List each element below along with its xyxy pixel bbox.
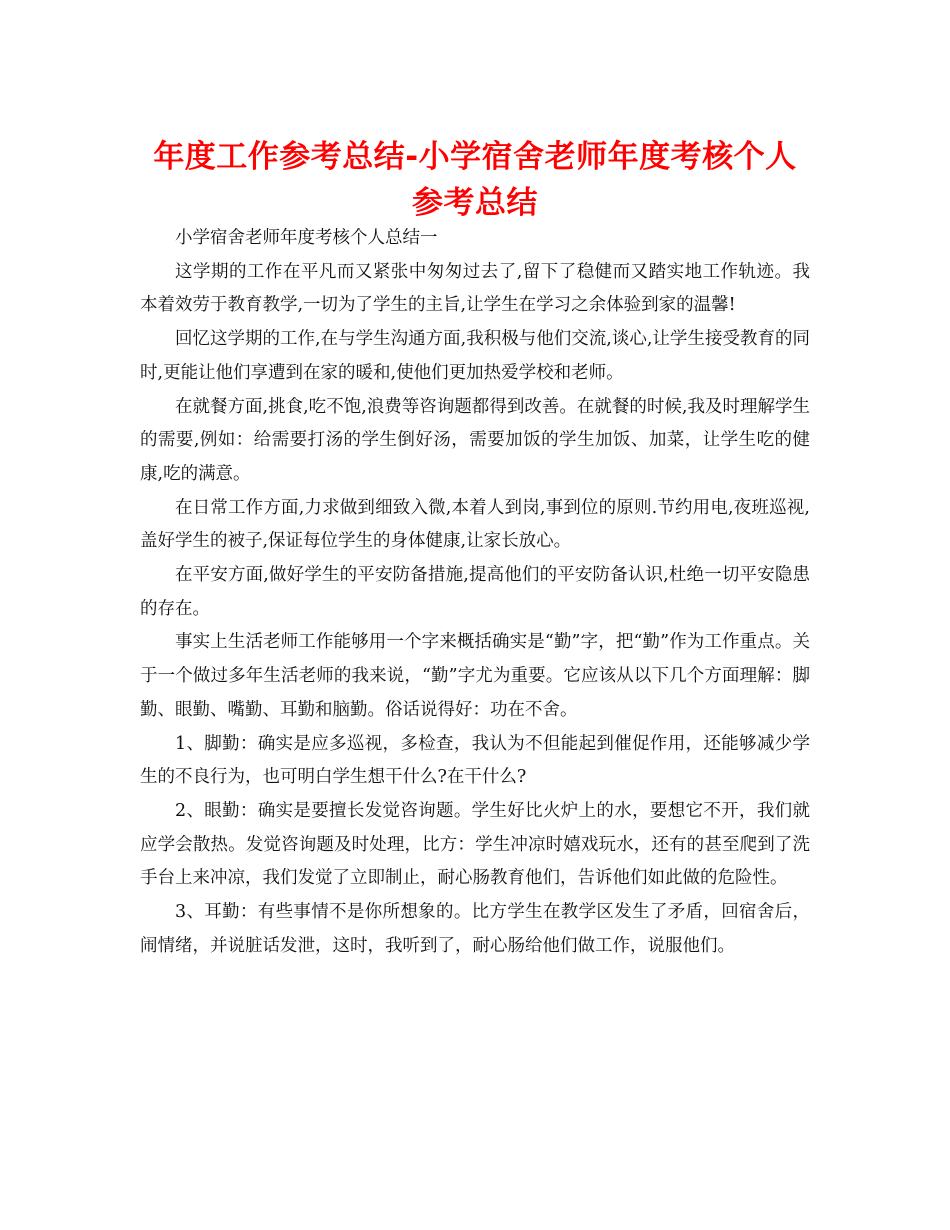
body-paragraph: 在平安方面,做好学生的平安防备措施,提高他们的平安防备认识,杜绝一切平安隐患的存在。 [140, 565, 810, 619]
document-body [140, 222, 810, 963]
body-paragraph: 事实上生活老师工作能够用一个字来概括确实是“勤”字，把“勤”作为工作重点。关于一个做过多年生活老师的我来说，“勤”字尤为重要。它应该从以下几个方面理解：脚勤、眼勤、嘴勤、耳勤和脑勤。俗话说得好：功在不舍。 [140, 632, 810, 720]
body-paragraph: 这学期的工作在平凡而又紧张中匆匆过去了,留下了稳健而又踏实地工作轨迹。我本着效劳于教育教学,一切为了学生的主旨,让学生在学习之余体验到家的温馨! [140, 261, 810, 316]
body-paragraph: 3、耳勤：有些事情不是你所想象的。比方学生在教学区发生了矛盾，回宿舍后，闹情绪，并说脏话发泄，这时，我听到了，耐心肠给他们做工作，说服他们。 [140, 902, 810, 956]
document-title: 年度工作参考总结-小学宿舍老师年度考核个人参考总结 [153, 139, 797, 221]
body-paragraph: 1、脚勤：确实是应多巡视，多检查，我认为不但能起到催促作用，还能够减少学生的不良行为，也可明白学生想干什么?在干什么? [140, 733, 810, 788]
body-paragraph: 回忆这学期的工作,在与学生沟通方面,我积极与他们交流,谈心,让学生接受教育的同时,更能让他们享遭到在家的暖和,使他们更加热爱学校和老师。 [140, 329, 810, 383]
body-paragraph: 在就餐方面,挑食,吃不饱,浪费等咨询题都得到改善。在就餐的时候,我及时理解学生的需要,例如：给需要打汤的学生倒好汤，需要加饭的学生加饭、加菜，让学生吃的健康,吃的满意。 [140, 396, 810, 484]
body-paragraph: 在日常工作方面,力求做到细致入微,本着人到岗,事到位的原则.节约用电,夜班巡视,盖好学生的被子,保证每位学生的身体健康,让家长放心。 [140, 497, 810, 552]
body-paragraph: 2、眼勤：确实是要擅长发觉咨询题。学生好比火炉上的水，要想它不开，我们就应学会散热。发觉咨询题及时处理，比方：学生冲凉时嬉戏玩水，还有的甚至爬到了洗手台上来冲凉，我们发觉了立即制止，耐心肠教育他们，告诉他们如此做的危险性。 [140, 800, 810, 889]
section-heading: 小学宿舍老师年度考核个人总结一 [175, 228, 438, 248]
